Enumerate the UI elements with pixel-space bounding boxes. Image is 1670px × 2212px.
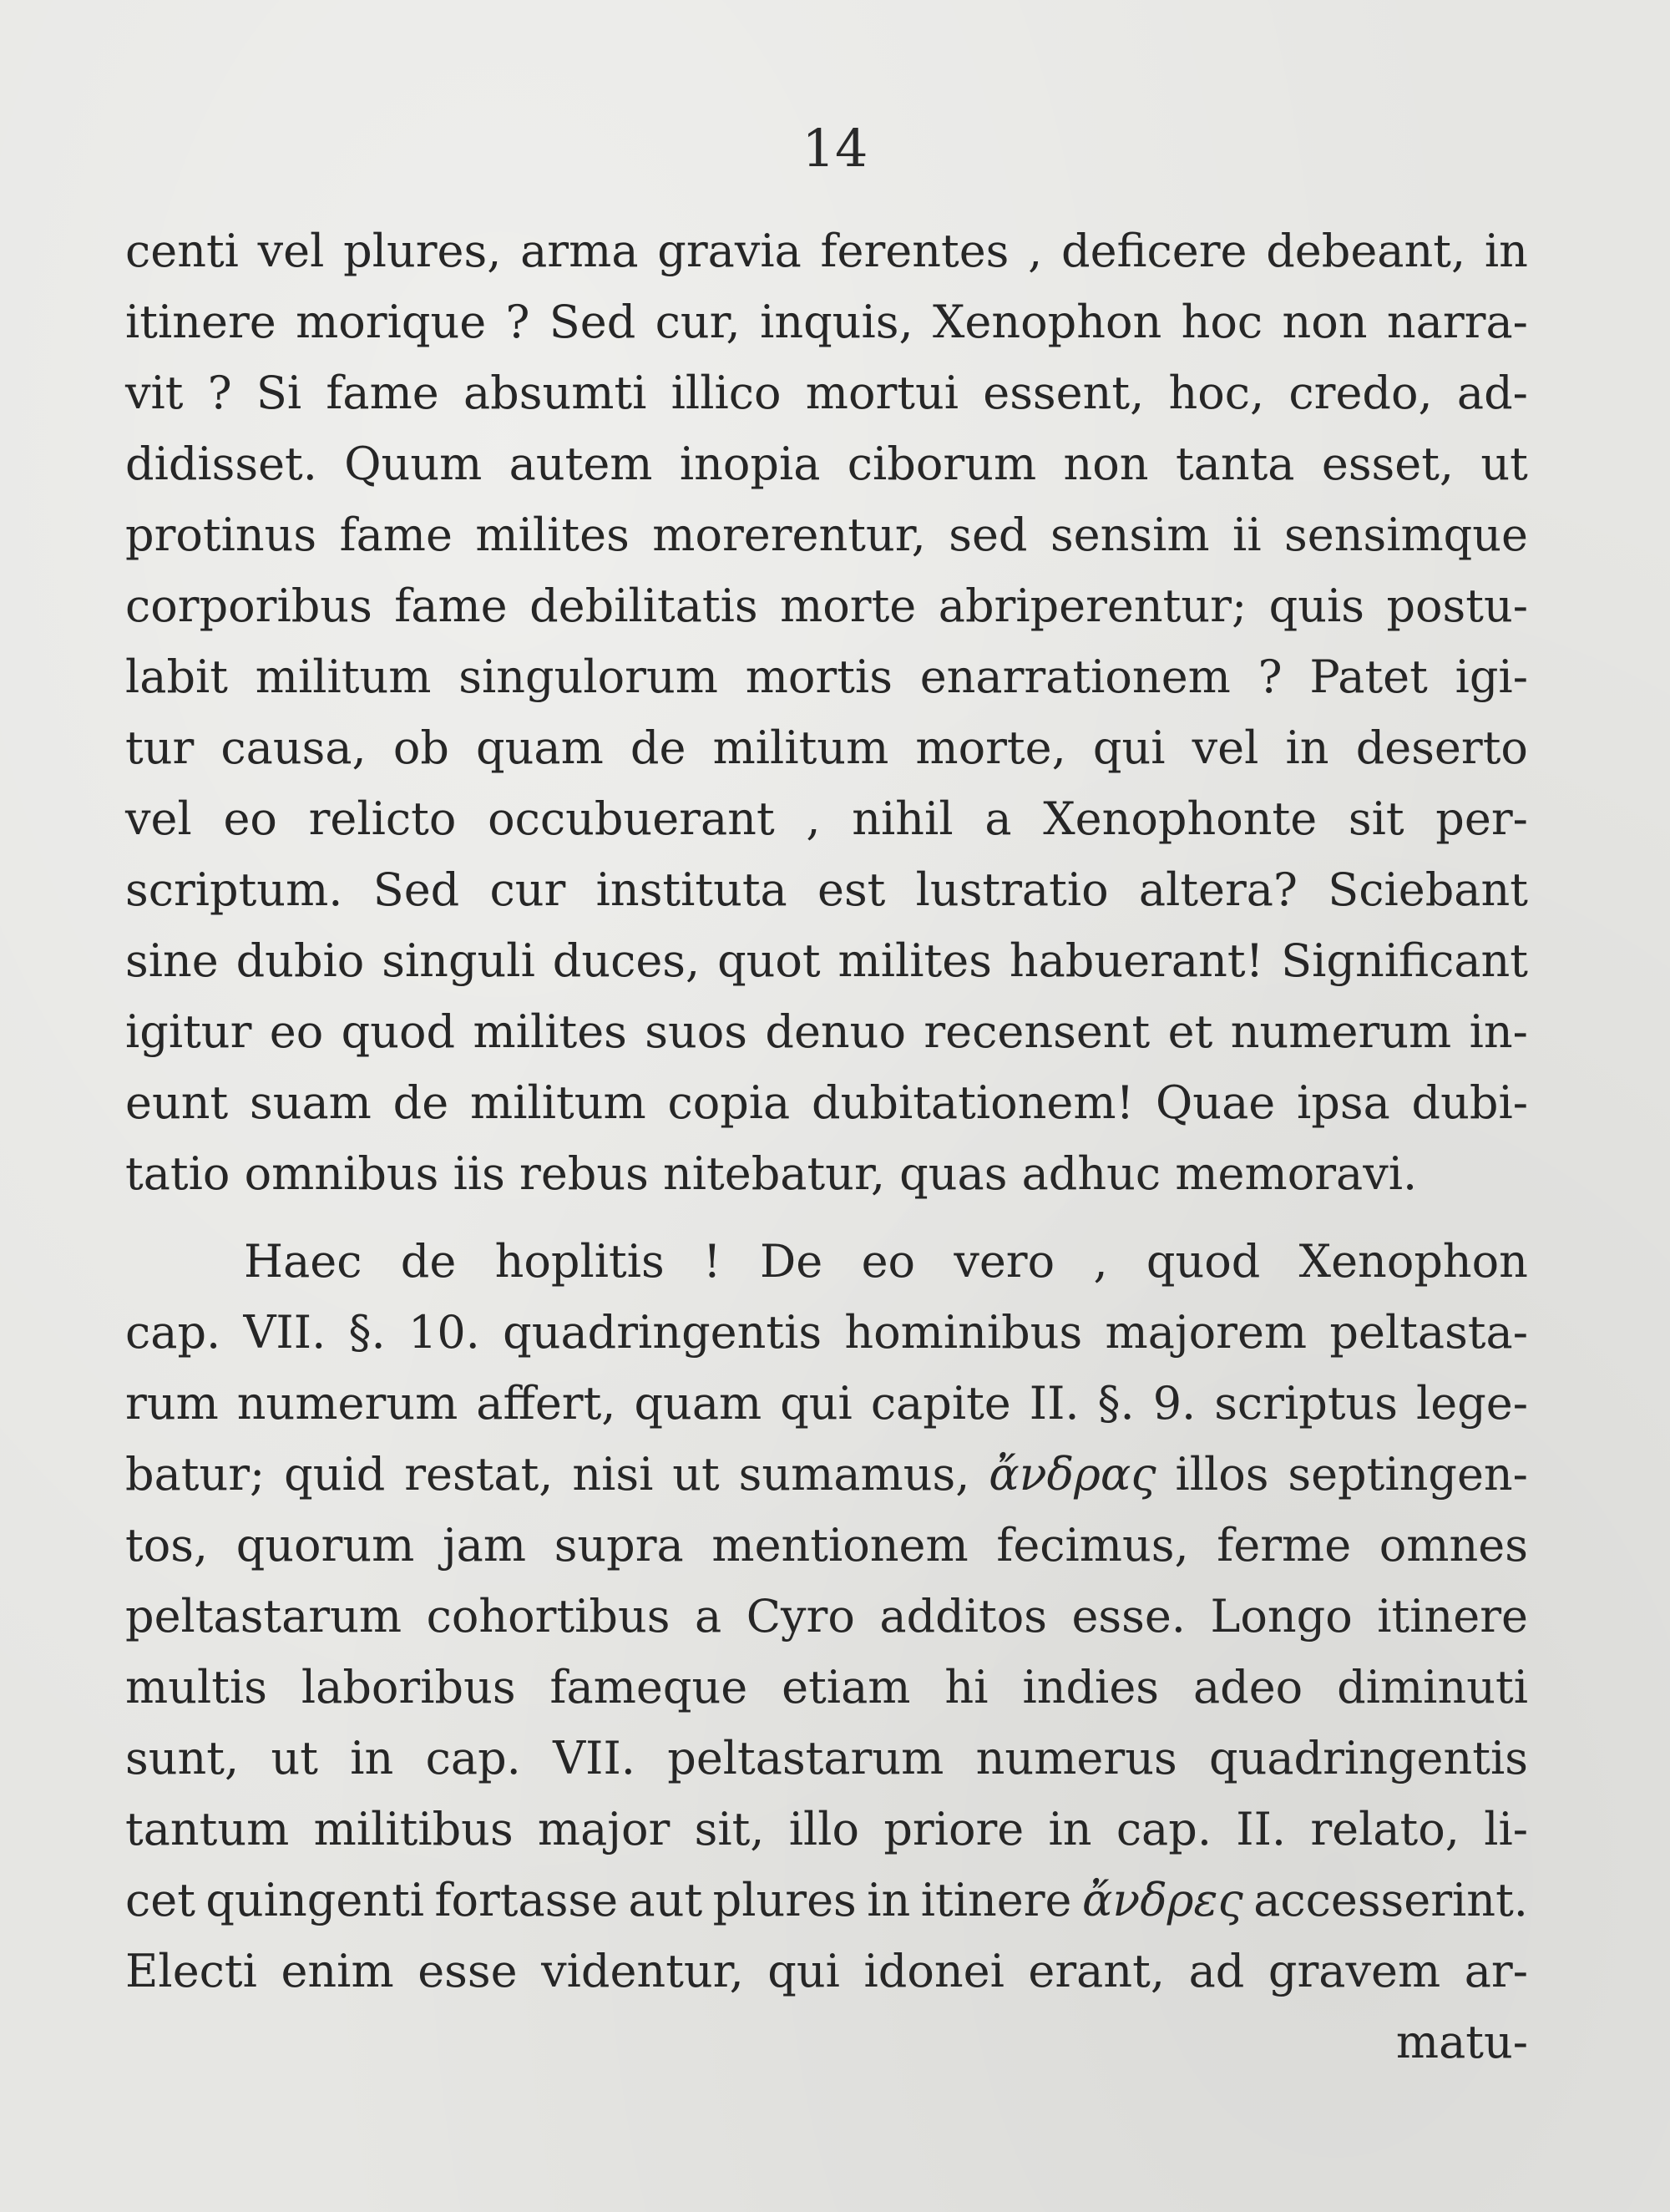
word: ut bbox=[672, 1448, 720, 1501]
word: ἄνδρας bbox=[989, 1448, 1156, 1501]
word: abriperentur; bbox=[938, 580, 1247, 632]
word: omnes bbox=[1379, 1519, 1528, 1572]
word: hominibus bbox=[844, 1306, 1083, 1359]
word: a bbox=[984, 792, 1012, 845]
word: igitur bbox=[125, 1005, 252, 1058]
word: quam bbox=[476, 721, 604, 774]
text-line bbox=[125, 1510, 1528, 1581]
word: de bbox=[400, 1235, 457, 1288]
word: suos bbox=[645, 1005, 747, 1058]
word: capite bbox=[870, 1377, 1011, 1430]
word: tos, bbox=[125, 1519, 209, 1572]
word: lustratio bbox=[915, 863, 1109, 916]
word: fortasse bbox=[434, 1874, 619, 1926]
word: 9. bbox=[1152, 1377, 1197, 1430]
word: milites bbox=[838, 934, 992, 987]
word: eunt bbox=[125, 1076, 229, 1129]
word: fecimus, bbox=[996, 1519, 1189, 1572]
catchword: matu- bbox=[1395, 2016, 1528, 2068]
word: in bbox=[1048, 1803, 1092, 1855]
word: adhuc bbox=[1021, 1147, 1161, 1200]
word: ferme bbox=[1217, 1519, 1352, 1572]
text-line bbox=[125, 428, 1528, 499]
word: septingen- bbox=[1288, 1448, 1528, 1501]
word: cap. bbox=[425, 1732, 521, 1784]
word: duces, bbox=[552, 934, 701, 987]
word: hoplitis bbox=[494, 1235, 665, 1288]
word: Xenophon bbox=[1298, 1235, 1528, 1288]
word: gravem bbox=[1268, 1945, 1441, 1997]
word: Sed bbox=[549, 296, 636, 348]
text-line bbox=[125, 286, 1528, 357]
word: etiam bbox=[782, 1661, 911, 1713]
word: ? bbox=[505, 296, 530, 348]
word: de bbox=[392, 1076, 449, 1129]
word: igi- bbox=[1455, 650, 1528, 703]
word: cur bbox=[489, 863, 566, 916]
paragraph-1 bbox=[125, 215, 1528, 1209]
word: Cyro bbox=[746, 1590, 855, 1643]
word: illico bbox=[671, 367, 782, 419]
word: Haec bbox=[244, 1235, 362, 1288]
word: Si bbox=[256, 367, 302, 419]
word: esset, bbox=[1321, 438, 1455, 490]
word: quod bbox=[341, 1005, 456, 1058]
word: peltasta- bbox=[1329, 1306, 1528, 1359]
word: morte, bbox=[915, 721, 1066, 774]
word: militum bbox=[469, 1076, 646, 1129]
word: enarrationem bbox=[919, 650, 1231, 703]
word: narra- bbox=[1386, 296, 1528, 348]
text-line bbox=[125, 357, 1528, 428]
word: per- bbox=[1435, 792, 1528, 845]
paragraph-2 bbox=[125, 1226, 1528, 2007]
word: cap. bbox=[125, 1306, 221, 1359]
word: copia bbox=[667, 1076, 791, 1129]
word: dubi- bbox=[1411, 1076, 1528, 1129]
word: sit, bbox=[694, 1803, 765, 1855]
word: ferentes bbox=[820, 225, 1010, 277]
text-line bbox=[125, 1936, 1528, 2007]
word: cohortibus bbox=[426, 1590, 671, 1643]
word: quot bbox=[717, 934, 821, 987]
word: esse bbox=[418, 1945, 518, 1997]
word: plures, bbox=[343, 225, 502, 277]
word: in bbox=[350, 1732, 394, 1784]
word: singuli bbox=[382, 934, 535, 987]
text-line bbox=[125, 1865, 1528, 1936]
word: , bbox=[806, 792, 821, 845]
word: sumamus, bbox=[738, 1448, 970, 1501]
word: Patet bbox=[1309, 650, 1428, 703]
word: supra bbox=[554, 1519, 684, 1572]
word: rebus bbox=[519, 1147, 649, 1200]
word: Sciebant bbox=[1328, 863, 1528, 916]
word: quod bbox=[1146, 1235, 1261, 1288]
word: qui bbox=[1092, 721, 1166, 774]
word: Longo bbox=[1210, 1590, 1353, 1643]
text-line bbox=[125, 1652, 1528, 1723]
word: absumti bbox=[463, 367, 647, 419]
word: additos bbox=[879, 1590, 1047, 1643]
word: ? bbox=[1258, 650, 1283, 703]
word: vel bbox=[257, 225, 325, 277]
word: laboribus bbox=[301, 1661, 516, 1713]
word: esse. bbox=[1071, 1590, 1186, 1643]
word: postu- bbox=[1386, 580, 1528, 632]
word: Electi bbox=[125, 1945, 257, 1997]
word: itinere bbox=[1377, 1590, 1528, 1643]
word: affert, bbox=[476, 1377, 616, 1430]
word: sed bbox=[949, 509, 1028, 561]
word: in bbox=[1285, 721, 1329, 774]
word: rum bbox=[125, 1377, 219, 1430]
text-line bbox=[125, 712, 1528, 783]
word: milites bbox=[475, 509, 630, 561]
word: adeo bbox=[1192, 1661, 1303, 1713]
word: indies bbox=[1022, 1661, 1159, 1713]
word: ad- bbox=[1456, 367, 1528, 419]
word: ii bbox=[1232, 509, 1262, 561]
word: scriptum. bbox=[125, 863, 343, 916]
word: aut bbox=[628, 1874, 703, 1926]
word: II. bbox=[1236, 1803, 1287, 1855]
word: sunt, bbox=[125, 1732, 240, 1784]
word: debilitatis bbox=[529, 580, 758, 632]
word: gravia bbox=[657, 225, 802, 277]
word: quadringentis bbox=[503, 1306, 822, 1359]
text-line bbox=[125, 1581, 1528, 1652]
word: morique bbox=[296, 296, 487, 348]
word: illo bbox=[788, 1803, 860, 1855]
word: 10. bbox=[407, 1306, 480, 1359]
word: lege- bbox=[1416, 1377, 1528, 1430]
word: milites bbox=[473, 1005, 627, 1058]
word: fameque bbox=[549, 1661, 748, 1713]
word: quingenti bbox=[205, 1874, 425, 1926]
word: iis bbox=[453, 1147, 505, 1200]
text-line bbox=[125, 1439, 1528, 1510]
text-line bbox=[125, 925, 1528, 996]
word: militum bbox=[712, 721, 889, 774]
word: in bbox=[1484, 225, 1528, 277]
word: enim bbox=[281, 1945, 394, 1997]
word: deserto bbox=[1355, 721, 1528, 774]
word: II. bbox=[1029, 1377, 1080, 1430]
word: mortui bbox=[805, 367, 959, 419]
word: ἄνδρες bbox=[1081, 1874, 1243, 1926]
word: morte bbox=[780, 580, 917, 632]
word: videntur, bbox=[541, 1945, 744, 1997]
word: mentionem bbox=[711, 1519, 969, 1572]
word: vel bbox=[1192, 721, 1259, 774]
word: dubitationem! bbox=[812, 1076, 1135, 1129]
word: ut bbox=[271, 1732, 318, 1784]
word: in bbox=[867, 1874, 911, 1926]
word: , bbox=[1093, 1235, 1108, 1288]
word: nihil bbox=[852, 792, 954, 845]
text-line bbox=[125, 1297, 1528, 1368]
word: quorum bbox=[235, 1519, 415, 1572]
word: qui bbox=[767, 1945, 840, 1997]
text-line bbox=[125, 1794, 1528, 1865]
word: suam bbox=[250, 1076, 372, 1129]
word: nisi bbox=[572, 1448, 654, 1501]
word: quis bbox=[1268, 580, 1364, 632]
word: Quum bbox=[344, 438, 483, 490]
word: tatio bbox=[125, 1147, 230, 1200]
text-line bbox=[125, 215, 1528, 286]
word: VII. bbox=[243, 1306, 326, 1359]
word: omnibus bbox=[244, 1147, 439, 1200]
word: ! bbox=[703, 1235, 721, 1288]
word: peltastarum bbox=[667, 1732, 944, 1784]
word: relato, bbox=[1310, 1803, 1460, 1855]
word: diminuti bbox=[1337, 1661, 1528, 1713]
word: sit bbox=[1348, 792, 1404, 845]
word: VII. bbox=[553, 1732, 635, 1784]
word: tur bbox=[125, 721, 195, 774]
word: vel bbox=[125, 792, 192, 845]
word: Xenophonte bbox=[1043, 792, 1318, 845]
word: mortis bbox=[745, 650, 893, 703]
word: peltastarum bbox=[125, 1590, 402, 1643]
text-line bbox=[125, 570, 1528, 641]
word: denuo bbox=[765, 1005, 906, 1058]
word: cet bbox=[125, 1874, 195, 1926]
word: hoc bbox=[1181, 296, 1263, 348]
word: eo bbox=[223, 792, 277, 845]
text-line bbox=[125, 854, 1528, 925]
word: ciborum bbox=[847, 438, 1037, 490]
word: occubuerant bbox=[488, 792, 775, 845]
word: , bbox=[1028, 225, 1043, 277]
word: majorem bbox=[1105, 1306, 1308, 1359]
word: militibus bbox=[313, 1803, 514, 1855]
word: in- bbox=[1469, 1005, 1528, 1058]
word: protinus bbox=[125, 509, 317, 561]
word: priore bbox=[883, 1803, 1025, 1855]
word: arma bbox=[520, 225, 639, 277]
text-line bbox=[125, 1138, 1528, 1209]
word: autem bbox=[509, 438, 653, 490]
word: a bbox=[695, 1590, 722, 1643]
word: Significant bbox=[1281, 934, 1528, 987]
word: didisset. bbox=[125, 438, 317, 490]
word: plures bbox=[712, 1874, 857, 1926]
word: recensent bbox=[924, 1005, 1151, 1058]
word: ipsa bbox=[1297, 1076, 1390, 1129]
word: tantum bbox=[125, 1803, 290, 1855]
word: quas bbox=[899, 1147, 1008, 1200]
word: jam bbox=[442, 1519, 527, 1572]
word: hi bbox=[944, 1661, 989, 1713]
word: quam bbox=[634, 1377, 762, 1430]
word: Xenophon bbox=[932, 296, 1162, 348]
word: singulorum bbox=[458, 650, 718, 703]
word: fame bbox=[326, 367, 439, 419]
word: inquis, bbox=[760, 296, 913, 348]
word: §. bbox=[348, 1306, 386, 1359]
word: §. bbox=[1097, 1377, 1135, 1430]
word: sensim bbox=[1050, 509, 1210, 561]
word: sine bbox=[125, 934, 219, 987]
word: major bbox=[537, 1803, 671, 1855]
word: numerum bbox=[236, 1377, 458, 1430]
word: instituta bbox=[595, 863, 787, 916]
word: ad bbox=[1188, 1945, 1245, 1997]
word: habuerant! bbox=[1009, 934, 1264, 987]
word: cur, bbox=[655, 296, 741, 348]
word: ob bbox=[392, 721, 449, 774]
word: quadringentis bbox=[1209, 1732, 1528, 1784]
word: eo bbox=[861, 1235, 916, 1288]
word: altera? bbox=[1138, 863, 1298, 916]
text-line bbox=[125, 1067, 1528, 1138]
word: multis bbox=[125, 1661, 267, 1713]
word: morerentur, bbox=[652, 509, 926, 561]
word: essent, bbox=[983, 367, 1145, 419]
word: debeant, bbox=[1266, 225, 1466, 277]
word: dubio bbox=[235, 934, 365, 987]
word: quid bbox=[284, 1448, 386, 1501]
word: li- bbox=[1484, 1803, 1528, 1855]
word: numerum bbox=[1230, 1005, 1452, 1058]
word: erant, bbox=[1028, 1945, 1166, 1997]
word: accesserint. bbox=[1253, 1874, 1528, 1926]
word: ? bbox=[207, 367, 232, 419]
body-text bbox=[125, 215, 1528, 2078]
word: vero bbox=[954, 1235, 1055, 1288]
word: ut bbox=[1480, 438, 1528, 490]
word: ar- bbox=[1464, 1945, 1528, 1997]
paragraph-gap bbox=[125, 1209, 1528, 1226]
word: eo bbox=[269, 1005, 324, 1058]
word: centi bbox=[125, 225, 239, 277]
word: qui bbox=[780, 1377, 853, 1430]
word: et bbox=[1167, 1005, 1213, 1058]
word: nitebatur, bbox=[663, 1147, 885, 1200]
word: militum bbox=[255, 650, 432, 703]
word: vit bbox=[125, 367, 184, 419]
word: numerus bbox=[975, 1732, 1177, 1784]
word: fame bbox=[339, 509, 453, 561]
word: memoravi. bbox=[1175, 1147, 1418, 1200]
text-line bbox=[125, 1723, 1528, 1794]
word: batur; bbox=[125, 1448, 266, 1501]
word: Sed bbox=[372, 863, 460, 916]
word: inopia bbox=[679, 438, 821, 490]
word: relicto bbox=[308, 792, 457, 845]
text-line bbox=[125, 1226, 1528, 1297]
text-line bbox=[125, 1368, 1528, 1439]
word: idonei bbox=[863, 1945, 1005, 1997]
text-line bbox=[125, 996, 1528, 1067]
word: hoc, bbox=[1168, 367, 1265, 419]
word: cap. bbox=[1116, 1803, 1212, 1855]
text-line bbox=[125, 499, 1528, 570]
word: non bbox=[1282, 296, 1368, 348]
word: de bbox=[630, 721, 686, 774]
word: labit bbox=[125, 650, 229, 703]
word: deficere bbox=[1061, 225, 1247, 277]
page-number: 14 bbox=[802, 118, 868, 179]
word: Quae bbox=[1156, 1076, 1276, 1129]
word: est bbox=[817, 863, 886, 916]
word: itinere bbox=[125, 296, 276, 348]
text-line bbox=[125, 641, 1528, 712]
text-line bbox=[125, 783, 1528, 854]
word: credo, bbox=[1288, 367, 1433, 419]
word: causa, bbox=[220, 721, 367, 774]
word: itinere bbox=[920, 1874, 1072, 1926]
word: tanta bbox=[1175, 438, 1295, 490]
word: illos bbox=[1175, 1448, 1269, 1501]
word: restat, bbox=[404, 1448, 554, 1501]
catchword-line bbox=[125, 2007, 1528, 2078]
word: sensimque bbox=[1284, 509, 1528, 561]
word: corporibus bbox=[125, 580, 372, 632]
word: fame bbox=[394, 580, 508, 632]
word: De bbox=[760, 1235, 823, 1288]
word: scriptus bbox=[1214, 1377, 1399, 1430]
word: non bbox=[1063, 438, 1149, 490]
